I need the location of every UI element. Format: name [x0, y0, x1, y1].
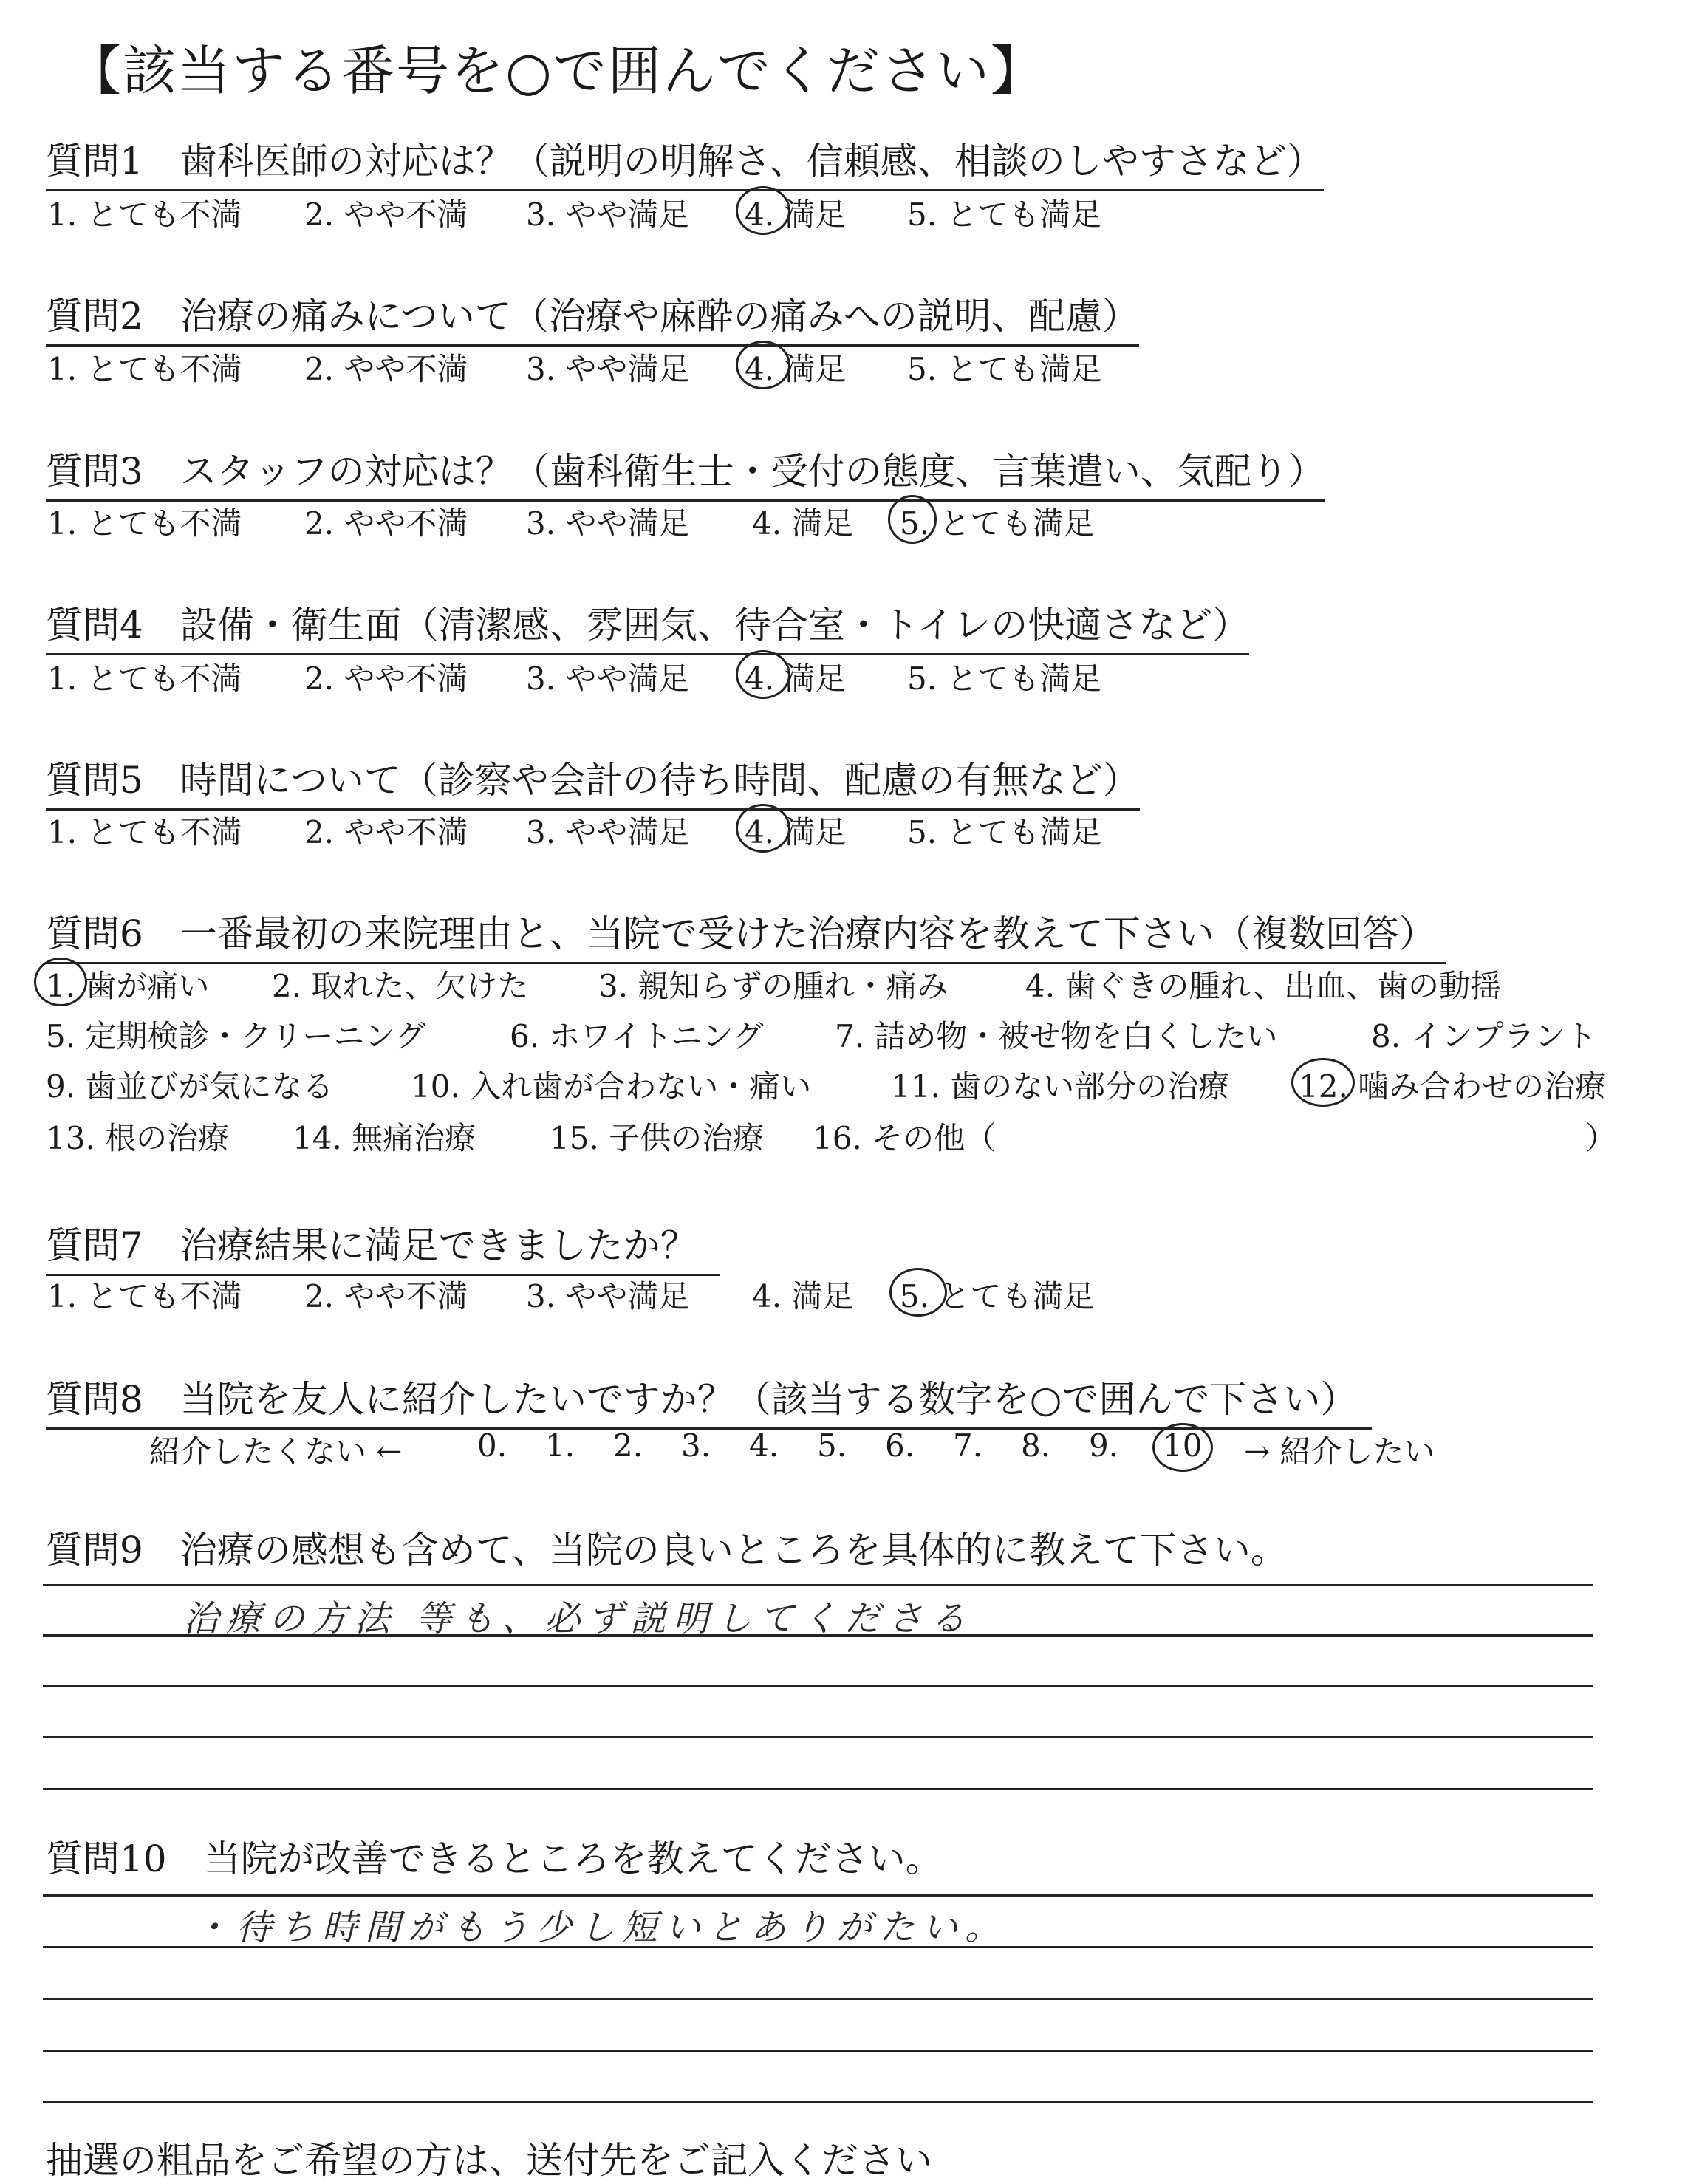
q3-option-2[interactable]: 2. やや不満	[304, 505, 468, 542]
answer-line	[43, 1736, 1593, 1738]
q8-selection-circle	[1152, 1423, 1213, 1472]
question-4: 質問4 設備・衛生面（清潔感、雰囲気、待合室・トイレの快適さなど）	[46, 596, 1249, 655]
answer-line	[43, 2050, 1593, 2052]
q6-option-2[interactable]: 2. 取れた、欠けた	[272, 968, 529, 1004]
q8-right-label: → 紹介したい	[1244, 1433, 1435, 1470]
q8-score-6[interactable]: 6.	[885, 1427, 915, 1464]
q8-score-5[interactable]: 5.	[817, 1427, 847, 1464]
q6-option-3[interactable]: 3. 親知らずの腫れ・痛み	[598, 968, 949, 1004]
page-title: 【該当する番号を○で囲んでください】	[68, 40, 1045, 102]
q6-option-9[interactable]: 9. 歯並びが気になる	[46, 1068, 334, 1105]
q6-selection-circle-1	[34, 958, 87, 1006]
answer-line	[43, 1998, 1593, 2000]
q8-score-9[interactable]: 9.	[1089, 1427, 1119, 1464]
q3-option-3[interactable]: 3. やや満足	[526, 505, 690, 542]
question-7: 質問7 治療結果に満足できましたか？	[46, 1216, 720, 1276]
q10-handwritten-answer: ・待ち時間がもう少し短いとありがたい。	[194, 1907, 1008, 1948]
q9-handwritten-answer: 治療の方法 等も、必ず説明してくださる	[183, 1598, 974, 1639]
q7-option-2[interactable]: 2. やや不満	[304, 1278, 468, 1314]
q6-option-5[interactable]: 5. 定期検診・クリーニング	[46, 1018, 426, 1054]
q6-selection-circle-12	[1291, 1058, 1355, 1107]
q7-option-5[interactable]: 5. とても満足	[900, 1278, 1095, 1314]
q7-option-4[interactable]: 4. 満足	[752, 1278, 854, 1314]
answer-line	[43, 1685, 1593, 1687]
q5-option-3[interactable]: 3. やや満足	[526, 814, 690, 850]
q1-option-2[interactable]: 2. やや不満	[304, 197, 468, 233]
answer-line	[43, 1788, 1593, 1790]
q4-option-2[interactable]: 2. やや不満	[304, 661, 468, 697]
question-10: 質問10 当院が改善できるところを教えてください。	[46, 1837, 943, 1880]
q4-option-3[interactable]: 3. やや満足	[526, 661, 690, 697]
q6-option-13[interactable]: 13. 根の治療	[46, 1120, 230, 1156]
question-2: 質問2 治療の痛みについて（治療や麻酔の痛みへの説明、配慮）	[46, 287, 1139, 347]
question-8: 質問8 当院を友人に紹介したいですか？（該当する数字を○で囲んで下さい）	[46, 1370, 1372, 1430]
q8-score-10[interactable]: 10	[1163, 1427, 1203, 1464]
answer-line	[43, 1584, 1593, 1586]
question-3: 質問3 スタッフの対応は？（歯科衛生士・受付の態度、言葉遣い、気配り）	[46, 442, 1325, 502]
q8-score-7[interactable]: 7.	[953, 1427, 983, 1464]
q5-option-4[interactable]: 4. 満足	[745, 814, 847, 850]
q7-option-1[interactable]: 1. とても不満	[47, 1278, 242, 1314]
q2-option-4[interactable]: 4. 満足	[745, 351, 847, 387]
q8-left-label: 紹介したくない ←	[149, 1433, 403, 1470]
q6-option-12[interactable]: 12. 噛み合わせの治療	[1299, 1068, 1607, 1105]
q4-selection-circle	[736, 650, 790, 699]
answer-line	[43, 2101, 1593, 2103]
q6-option-1[interactable]: 1. 歯が痛い	[46, 968, 210, 1004]
q8-score-2[interactable]: 2.	[613, 1427, 643, 1464]
question-5: 質問5 時間について（診察や会計の待ち時間、配慮の有無など）	[46, 751, 1140, 811]
q5-option-2[interactable]: 2. やや不満	[304, 814, 468, 850]
q6-option-16[interactable]: 16. その他（	[813, 1120, 997, 1156]
q8-score-3[interactable]: 3.	[681, 1427, 711, 1464]
q7-option-3[interactable]: 3. やや満足	[526, 1278, 690, 1314]
q1-selection-circle	[736, 186, 790, 235]
q2-option-1[interactable]: 1. とても不満	[47, 351, 242, 387]
q4-option-1[interactable]: 1. とても不満	[47, 661, 242, 697]
q7-selection-circle	[889, 1268, 947, 1317]
q6-option-6[interactable]: 6. ホワイトニング	[510, 1018, 764, 1054]
q1-option-5[interactable]: 5. とても満足	[907, 197, 1102, 233]
q4-option-5[interactable]: 5. とても満足	[907, 661, 1102, 697]
q6-option-15[interactable]: 15. 子供の治療	[550, 1120, 765, 1156]
q2-selection-circle	[736, 341, 790, 389]
q6-option-10[interactable]: 10. 入れ歯が合わない・痛い	[411, 1068, 812, 1105]
question-1: 質問1 歯科医師の対応は？（説明の明解さ、信頼感、相談のしやすさなど）	[46, 132, 1324, 191]
q8-score-8[interactable]: 8.	[1021, 1427, 1051, 1464]
q2-option-2[interactable]: 2. やや不満	[304, 351, 468, 387]
q2-option-5[interactable]: 5. とても満足	[907, 351, 1102, 387]
q2-option-3[interactable]: 3. やや満足	[526, 351, 690, 387]
q1-option-1[interactable]: 1. とても不満	[47, 197, 242, 233]
q5-option-5[interactable]: 5. とても満足	[907, 814, 1102, 850]
q5-option-1[interactable]: 1. とても不満	[47, 814, 242, 850]
q4-option-4[interactable]: 4. 満足	[745, 661, 847, 697]
q6-option-4[interactable]: 4. 歯ぐきの腫れ、出血、歯の動揺	[1025, 968, 1501, 1004]
q6-option-14[interactable]: 14. 無痛治療	[293, 1120, 476, 1156]
q8-score-0[interactable]: 0.	[477, 1427, 507, 1464]
q6-option-7[interactable]: 7. 詰め物・被せ物を白くしたい	[835, 1018, 1278, 1054]
q5-selection-circle	[736, 804, 790, 853]
q8-score-1[interactable]: 1.	[545, 1427, 575, 1464]
question-6: 質問6 一番最初の来院理由と、当院で受けた治療内容を教えて下さい（複数回答）	[46, 904, 1446, 964]
answer-line	[43, 1894, 1593, 1897]
q6-option-8[interactable]: 8. インプラント	[1371, 1018, 1597, 1054]
q3-option-5[interactable]: 5. とても満足	[900, 505, 1095, 542]
q8-score-4[interactable]: 4.	[749, 1427, 779, 1464]
q6-option-11[interactable]: 11. 歯のない部分の治療	[891, 1068, 1230, 1105]
footer-note: 抽選の粗品をご希望の方は、送付先をご記入ください	[46, 2139, 932, 2182]
q3-option-1[interactable]: 1. とても不満	[47, 505, 242, 542]
q3-selection-circle	[888, 495, 937, 544]
q1-option-3[interactable]: 3. やや満足	[526, 197, 690, 233]
question-9: 質問9 治療の感想も含めて、当院の良いところを具体的に教えて下さい。	[46, 1529, 1288, 1572]
q1-option-4[interactable]: 4. 満足	[745, 197, 847, 233]
q3-option-4[interactable]: 4. 満足	[752, 505, 854, 542]
q6-other-close: ）	[1585, 1120, 1617, 1156]
